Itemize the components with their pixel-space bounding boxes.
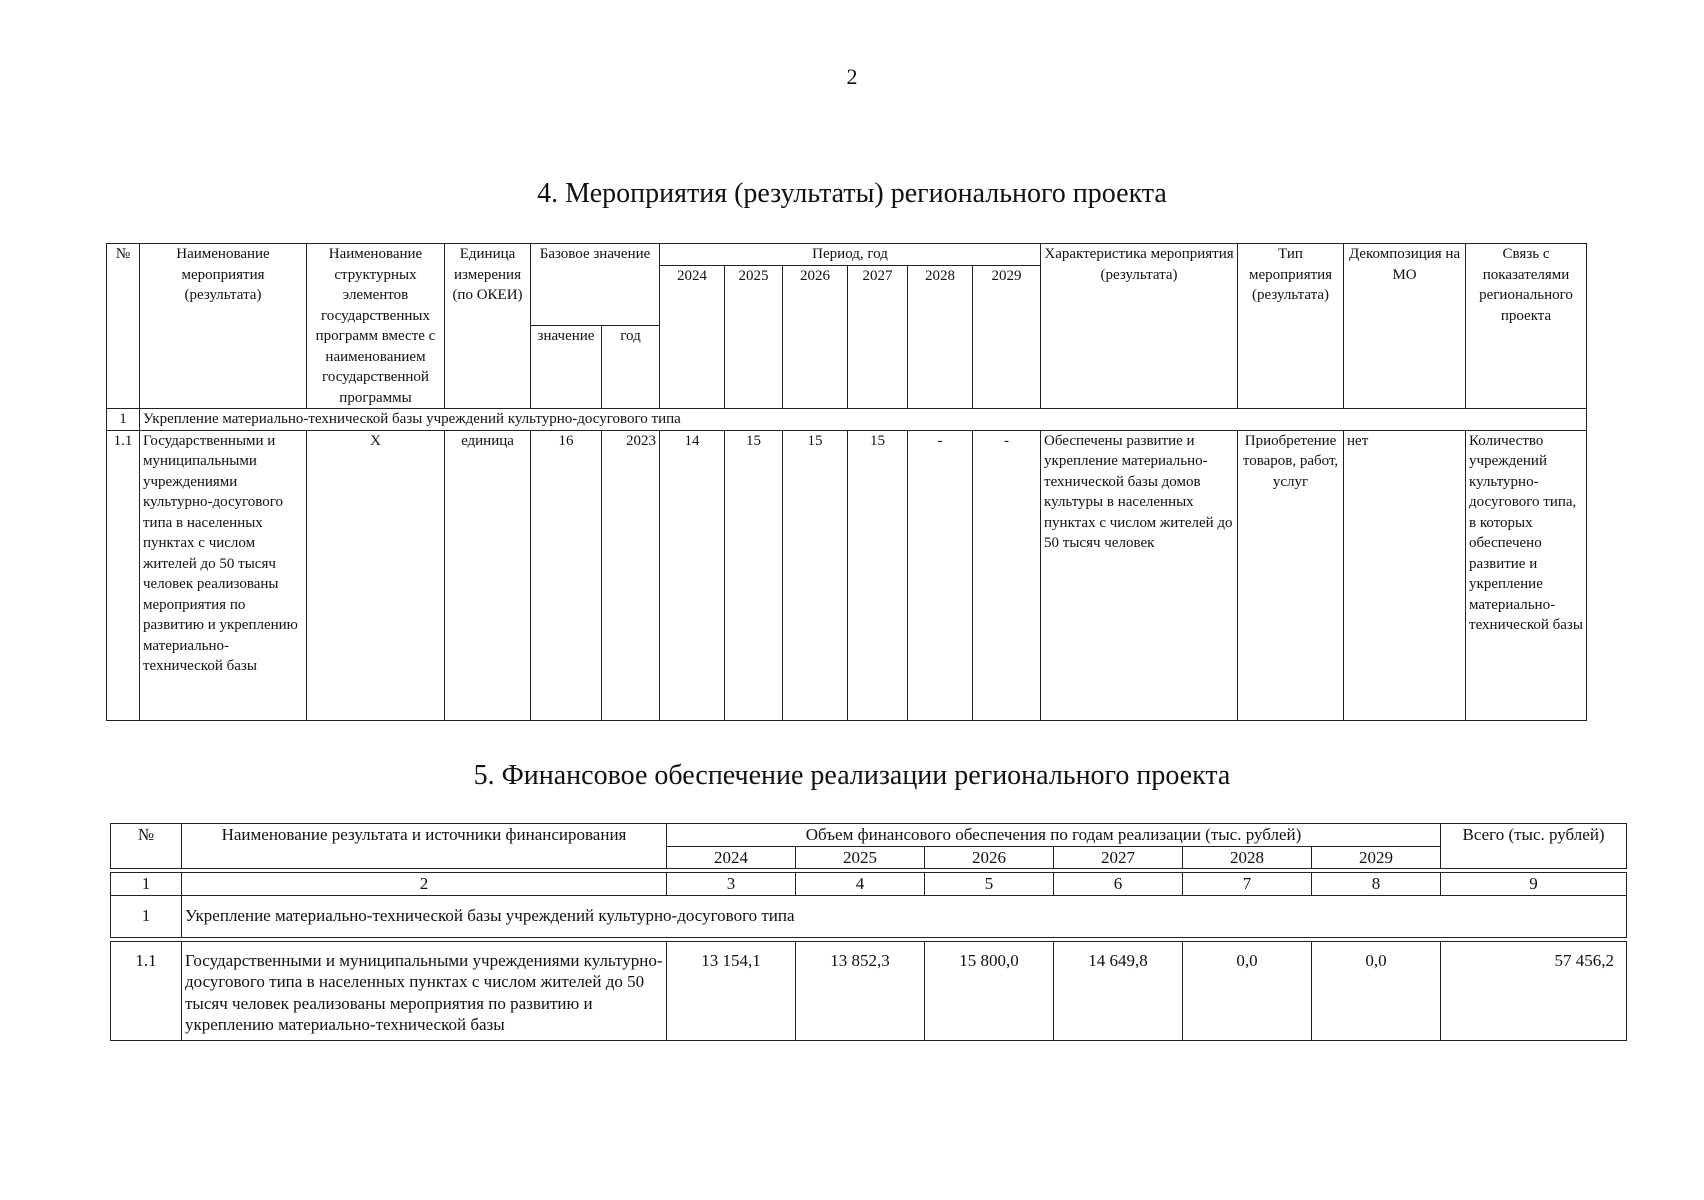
header-decomposition: Декомпозиция на МО [1344,244,1466,409]
column-number: 4 [796,873,925,896]
fin-row-num: 1.1 [111,941,182,1040]
fin-header-name: Наименование результата и источники финансирования [182,824,667,869]
header-base: Базовое значение [531,244,660,326]
fin-row-value: 0,0 [1183,941,1312,1040]
header-base-value: значение [531,326,602,409]
fin-row-name: Государственными и муниципальными учреждениями культурно-досугового типа в населенных пунктах с числом жителей до 50 тысяч человек реализованы мероприятия по развитию и укреплению материально-технической базы [182,941,667,1040]
header-year: 2026 [783,265,848,409]
header-link: Связь с показателями регионального проекта [1466,244,1587,409]
header-num: № [107,244,140,409]
fin-row-value: 15 800,0 [925,941,1054,1040]
header-struct: Наименование структурных элементов государственных программ вместе с наименованием государственной программы [307,244,445,409]
fin-group-num: 1 [111,895,182,937]
column-number: 9 [1441,873,1627,896]
fin-row-total: 57 456,2 [1441,941,1627,1040]
row-characteristic: Обеспечены развитие и укрепление материально-технической базы домов культуры в населенных пунктах с числом жителей до 50 тысяч человек [1041,430,1238,720]
header-period: Период, год [660,244,1041,266]
row-value: - [973,430,1041,720]
row-value: 14 [660,430,725,720]
row-value: - [908,430,973,720]
fin-header-num: № [111,824,182,869]
header-year: 2028 [908,265,973,409]
fin-header-volume: Объем финансового обеспечения по годам реализации (тыс. рублей) [667,824,1441,847]
header-characteristic: Характеристика мероприятия (результата) [1041,244,1238,409]
row-link: Количество учреждений культурно-досугового типа, в которых обеспечено развитие и укрепление материально-технической базы [1466,430,1587,720]
row-base-value: 16 [531,430,602,720]
fin-header-total: Всего (тыс. рублей) [1441,824,1627,869]
fin-header-year: 2024 [667,846,796,869]
fin-header-year: 2029 [1312,846,1441,869]
row-unit: единица [445,430,531,720]
header-year: 2027 [848,265,908,409]
header-name: Наименование мероприятия (результата) [140,244,307,409]
row-decomposition: нет [1344,430,1466,720]
header-year: 2024 [660,265,725,409]
finance-table [110,823,1627,1041]
row-value: 15 [848,430,908,720]
fin-header-year: 2026 [925,846,1054,869]
row-base-year: 2023 [602,430,660,720]
fin-group-title: Укрепление материально-технической базы учреждений культурно-досугового типа [182,895,1627,937]
fin-row-value: 0,0 [1312,941,1441,1040]
header-unit: Единица измерения (по ОКЕИ) [445,244,531,409]
header-year: 2029 [973,265,1041,409]
row-value: 15 [725,430,783,720]
column-number: 2 [182,873,667,896]
fin-header-year: 2027 [1054,846,1183,869]
column-number: 7 [1183,873,1312,896]
fin-row-value: 13 154,1 [667,941,796,1040]
fin-header-year: 2028 [1183,846,1312,869]
column-number: 1 [111,873,182,896]
section-5-title: 5. Финансовое обеспечение реализации регионального проекта [473,760,1231,791]
fin-row-value: 13 852,3 [796,941,925,1040]
events-table [106,243,1587,721]
header-year: 2025 [725,265,783,409]
fin-row-value: 14 649,8 [1054,941,1183,1040]
column-number: 3 [667,873,796,896]
row-struct: X [307,430,445,720]
column-number: 8 [1312,873,1441,896]
column-number: 5 [925,873,1054,896]
column-number: 6 [1054,873,1183,896]
row-name: Государственными и муниципальными учреждениями культурно-досугового типа в населенных пунктах с числом жителей до 50 тысяч человек реализованы мероприятия по развитию и укреплению материально-технической базы [140,430,307,720]
row-value: 15 [783,430,848,720]
header-base-year: год [602,326,660,409]
row-type: Приобретение товаров, работ, услуг [1238,430,1344,720]
section-4-title: 4. Мероприятия (результаты) регионального проекта [537,178,1167,209]
header-type: Тип мероприятия (результата) [1238,244,1344,409]
row-num: 1.1 [107,430,140,720]
fin-header-year: 2025 [796,846,925,869]
group-title: Укрепление материально-технической базы учреждений культурно-досугового типа [140,409,1587,431]
page-number: 2 [846,64,858,89]
group-num: 1 [107,409,140,431]
